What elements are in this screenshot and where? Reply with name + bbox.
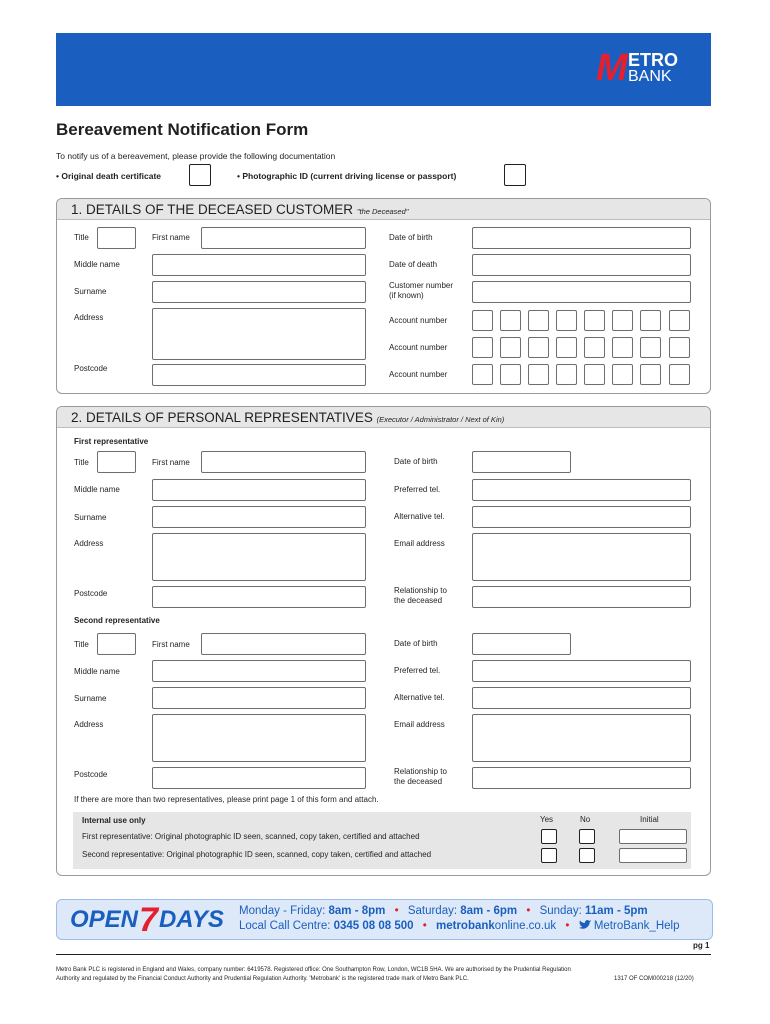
- rep2-first-name-field[interactable]: [201, 633, 366, 655]
- account-digit[interactable]: [556, 310, 577, 331]
- account-digit[interactable]: [472, 364, 493, 385]
- rep1-address-field[interactable]: [152, 533, 366, 581]
- deceased-first-name-field[interactable]: [201, 227, 366, 249]
- call-centre-label: Local Call Centre:: [239, 920, 334, 932]
- days-text: DAYS: [158, 906, 224, 933]
- logo-bank: BANK: [628, 68, 672, 85]
- first-rep-heading: First representative: [74, 437, 149, 446]
- rep2-preferred-tel-label: Preferred tel.: [394, 666, 441, 675]
- rep1-relationship-field[interactable]: [472, 586, 691, 608]
- account-digit[interactable]: [640, 364, 661, 385]
- customer-number-label-1: Customer number: [389, 281, 454, 290]
- rep1-surname-field[interactable]: [152, 506, 366, 528]
- rep2-preferred-tel-field[interactable]: [472, 660, 691, 682]
- page-number: pg 1: [693, 941, 710, 950]
- website-rest[interactable]: online.co.uk: [494, 920, 557, 932]
- deceased-postcode-field[interactable]: [152, 364, 366, 386]
- rep2-relationship-label-1: Relationship to: [394, 767, 447, 776]
- rep2-alternative-tel-label: Alternative tel.: [394, 693, 445, 702]
- deceased-address-field[interactable]: [152, 308, 366, 360]
- rep2-middle-name-field[interactable]: [152, 660, 366, 682]
- open-text: OPEN: [70, 906, 139, 933]
- rep1-title-field[interactable]: [97, 451, 136, 473]
- section-2-title: [71, 410, 504, 425]
- call-centre-number[interactable]: 0345 08 08 500: [333, 920, 414, 932]
- doc-death-certificate-label: • Original death certificate: [56, 171, 162, 181]
- deceased-surname-label: Surname: [74, 287, 107, 296]
- rep1-yes-checkbox[interactable]: [541, 829, 557, 844]
- account-digit[interactable]: [612, 364, 633, 385]
- legal-text-2: Authority and regulated by the Financial Conduct Authority and Prudential Regulation Authority. 'Metrobank' is the registered trade mark of Metro Bank PLC.: [56, 976, 469, 982]
- rep2-first-name-label: First name: [152, 640, 190, 649]
- rep1-email-field[interactable]: [472, 533, 691, 581]
- bullet: •: [565, 920, 570, 932]
- rep2-yes-checkbox[interactable]: [541, 848, 557, 863]
- rep1-title-label: Title: [74, 458, 89, 467]
- rep1-dob-field[interactable]: [472, 451, 571, 473]
- doc-photo-id-label: • Photographic ID (current driving license or passport): [237, 171, 457, 181]
- death-certificate-checkbox[interactable]: [189, 164, 211, 186]
- deceased-first-name-label: First name: [152, 233, 190, 242]
- rep2-email-label: Email address: [394, 720, 445, 729]
- customer-number-label-2: (if known): [389, 291, 424, 300]
- account-digit[interactable]: [556, 337, 577, 358]
- more-representatives-note: If there are more than two representatives, please print page 1 of this form and attach.: [74, 795, 379, 804]
- rep2-initial-field[interactable]: [619, 848, 687, 863]
- deceased-dod-label: Date of death: [389, 260, 438, 269]
- metro-bank-logo: [596, 49, 696, 89]
- rep1-preferred-tel-field[interactable]: [472, 479, 691, 501]
- rep1-postcode-field[interactable]: [152, 586, 366, 608]
- account-digit[interactable]: [528, 310, 549, 331]
- saturday-hours: 8am - 6pm: [460, 905, 518, 917]
- section-1-header: [57, 199, 710, 220]
- deceased-dod-field[interactable]: [472, 254, 691, 276]
- deceased-surname-field[interactable]: [152, 281, 366, 303]
- rep2-surname-field[interactable]: [152, 687, 366, 709]
- rep2-dob-label: Date of birth: [394, 639, 438, 648]
- deceased-address-label: Address: [74, 313, 104, 322]
- rep2-middle-name-label: Middle name: [74, 667, 120, 676]
- section-2-header: [57, 407, 710, 428]
- logo-m: M: [596, 47, 628, 89]
- account-digit[interactable]: [500, 364, 521, 385]
- second-rep-heading: Second representative: [74, 616, 160, 625]
- account-number-label-1: Account number: [389, 316, 448, 325]
- rep1-alternative-tel-label: Alternative tel.: [394, 512, 445, 521]
- rep1-middle-name-field[interactable]: [152, 479, 366, 501]
- rep2-id-check-label: Second representative: Original photographic ID seen, scanned, copy taken, certified and attached: [82, 850, 432, 859]
- deceased-middle-name-label: Middle name: [74, 260, 120, 269]
- deceased-postcode-label: Postcode: [74, 364, 108, 373]
- rep1-dob-label: Date of birth: [394, 457, 438, 466]
- deceased-dob-label: Date of birth: [389, 233, 433, 242]
- seven-text: 7: [139, 901, 158, 939]
- rep2-relationship-label-2: the deceased: [394, 777, 443, 786]
- internal-use-heading: Internal use only: [82, 816, 146, 825]
- deceased-title-label: Title: [74, 233, 89, 242]
- account-number-label-2: Account number: [389, 343, 448, 352]
- rep2-postcode-field[interactable]: [152, 767, 366, 789]
- legal-text-1: Metro Bank PLC is registered in England and Wales, company number: 6419578. Registered office: One Southampton Row, London, WC1B 5HA. We are authorised by the Prudential Regulation: [56, 967, 571, 973]
- section-2-title-text: 2. DETAILS OF PERSONAL REPRESENTATIVES: [71, 410, 373, 425]
- initial-column-label: Initial: [640, 815, 659, 824]
- footer-divider: [56, 954, 711, 955]
- deceased-middle-name-field[interactable]: [152, 254, 366, 276]
- rep2-postcode-label: Postcode: [74, 770, 108, 779]
- logo-etro: ETRO: [628, 50, 679, 70]
- account-digit[interactable]: [528, 337, 549, 358]
- account-digit[interactable]: [500, 310, 521, 331]
- deceased-title-field[interactable]: [97, 227, 136, 249]
- twitter-icon: [579, 920, 591, 930]
- rep1-preferred-tel-label: Preferred tel.: [394, 485, 441, 494]
- rep1-first-name-field[interactable]: [201, 451, 366, 473]
- rep2-surname-label: Surname: [74, 694, 107, 703]
- photo-id-checkbox[interactable]: [504, 164, 526, 186]
- weekday-hours: 8am - 8pm: [328, 905, 386, 917]
- bullet: •: [394, 905, 399, 917]
- yes-column-label: Yes: [540, 815, 554, 824]
- deceased-dob-field[interactable]: [472, 227, 691, 249]
- rep1-id-check-label: First representative: Original photographic ID seen, scanned, copy taken, certified and attached: [82, 832, 420, 841]
- account-digit[interactable]: [584, 337, 605, 358]
- rep2-address-field[interactable]: [152, 714, 366, 762]
- rep2-dob-field[interactable]: [472, 633, 571, 655]
- rep2-title-label: Title: [74, 640, 89, 649]
- form-code: 1317 OF COM000218 (12/20): [614, 976, 694, 982]
- rep2-email-field[interactable]: [472, 714, 691, 762]
- form-title: Bereavement Notification Form: [56, 120, 309, 139]
- sunday-label: Sunday:: [539, 905, 585, 917]
- rep1-relationship-label-2: the deceased: [394, 596, 443, 605]
- account-digit[interactable]: [500, 337, 521, 358]
- rep1-surname-label: Surname: [74, 513, 107, 522]
- bullet: •: [526, 905, 531, 917]
- account-digit[interactable]: [528, 364, 549, 385]
- hours-line: [239, 905, 648, 917]
- rep1-first-name-label: First name: [152, 458, 190, 467]
- account-digit[interactable]: [612, 337, 633, 358]
- account-digit[interactable]: [640, 337, 661, 358]
- section-1-title: [71, 202, 408, 217]
- account-digit[interactable]: [640, 310, 661, 331]
- rep1-email-label: Email address: [394, 539, 445, 548]
- weekday-label: Monday - Friday:: [239, 905, 329, 917]
- rep1-middle-name-label: Middle name: [74, 485, 120, 494]
- contact-line: [239, 920, 679, 932]
- section-1-subtitle: "the Deceased": [356, 207, 409, 216]
- account-digit[interactable]: [612, 310, 633, 331]
- website-bold[interactable]: metrobank: [436, 920, 495, 932]
- rep1-no-checkbox[interactable]: [579, 829, 595, 844]
- sunday-hours: 11am - 5pm: [584, 905, 648, 917]
- account-digit[interactable]: [669, 337, 690, 358]
- rep1-alternative-tel-field[interactable]: [472, 506, 691, 528]
- saturday-label: Saturday:: [407, 905, 461, 917]
- account-digit[interactable]: [472, 310, 493, 331]
- rep1-initial-field[interactable]: [619, 829, 687, 844]
- customer-number-field[interactable]: [472, 281, 691, 303]
- account-digit[interactable]: [584, 364, 605, 385]
- rep1-address-label: Address: [74, 539, 104, 548]
- bullet: •: [422, 920, 427, 932]
- account-digit[interactable]: [472, 337, 493, 358]
- rep1-relationship-label-1: Relationship to: [394, 586, 447, 595]
- account-digit[interactable]: [669, 310, 690, 331]
- open-7-days-logo: [70, 902, 224, 938]
- rep1-postcode-label: Postcode: [74, 589, 108, 598]
- no-column-label: No: [580, 815, 591, 824]
- rep2-title-field[interactable]: [97, 633, 136, 655]
- section-2-subtitle: (Executor / Administrator / Next of Kin): [376, 415, 505, 424]
- rep2-relationship-field[interactable]: [472, 767, 691, 789]
- rep2-alternative-tel-field[interactable]: [472, 687, 691, 709]
- rep2-address-label: Address: [74, 720, 104, 729]
- account-digit[interactable]: [669, 364, 690, 385]
- intro-text: To notify us of a bereavement, please provide the following documentation: [56, 151, 336, 161]
- rep2-no-checkbox[interactable]: [579, 848, 595, 863]
- account-digit[interactable]: [556, 364, 577, 385]
- account-digit[interactable]: [584, 310, 605, 331]
- account-number-label-3: Account number: [389, 370, 448, 379]
- twitter-handle[interactable]: MetroBank_Help: [593, 920, 680, 932]
- section-1-title-text: 1. DETAILS OF THE DECEASED CUSTOMER: [71, 202, 354, 217]
